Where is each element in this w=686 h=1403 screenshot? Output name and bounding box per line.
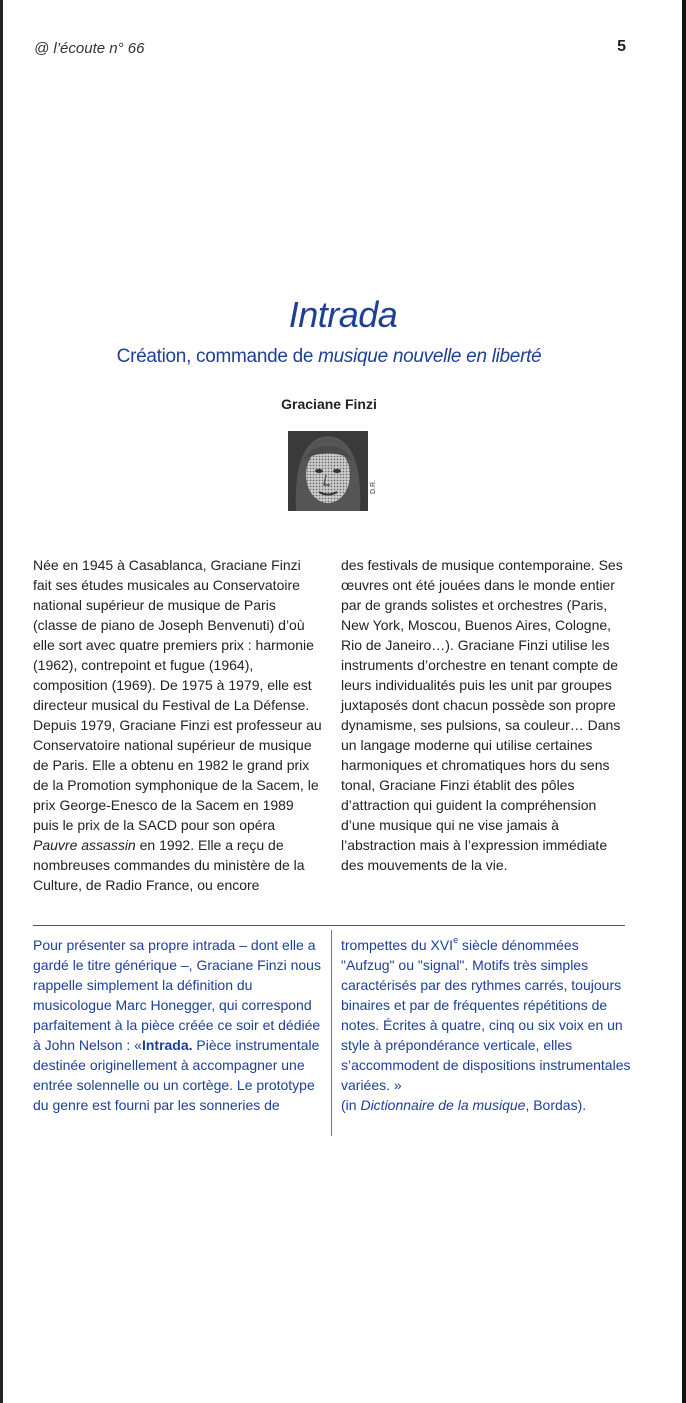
- bio-text-1: Née en 1945 à Casablanca, Graciane Finzi fait ses études musicales au Conservatoire national supérieur de musique de Paris (classe de piano de Joseph Benvenuti) d’où elle sort avec quatre premiers prix : harmonie (1962), contrepoint et fugue (1964), composition (1969). De 1975 à 1979, elle est directeur musical du Festival de La Défense. Depuis 1979, Graciane Finzi est professeur au Conservatoire national supérieur de musique de Paris. Elle a obtenu en 1982 le grand prix de la Promotion symphonique de la Sacem, le prix George-Enesco de la Sacem en 1989 puis le prix de la SACD pour son opéra: [33, 557, 322, 833]
- definition-right-column: [341, 935, 631, 1115]
- definition-intro: Pour présenter sa propre intrada – dont elle a gardé le titre générique –, Graciane Finzi nous rappelle simplement la définition du musicologue Marc Honegger, qui correspond parfaitement à la pièce créée ce soir et dédiée à John Nelson : «: [33, 937, 321, 1053]
- biography-paragraph-right: des festivals de musique contemporaine. Ses œuvres ont été jouées dans le monde entier par de grands solistes et orchestres (Paris, New York, Moscou, Buenos Aires, Cologne, Rio de Janeiro…). Graciane Finzi utilise les instruments d’orchestre en tenant compte de leurs individualités puis les unit par groupes juxtaposés dont chacun possède son propre dynamisme, ses pulsions, sa couleur… Dans un langage moderne qui utilise certaines harmoniques et chromatiques hors du sens tonal, Graciane Finzi établit des pôles d’attraction qui guident la compréhension d’une musique qui ne vise jamais à l’abstraction mais à l’expression immédiate des mouvements de la vie.: [341, 557, 623, 873]
- definition-left-column: [33, 935, 323, 1115]
- source-close: , Bordas).: [525, 1097, 587, 1113]
- article-title: Intrada: [288, 294, 398, 335]
- definition-paragraph-right: [341, 935, 631, 1115]
- century-superscript: e: [453, 935, 459, 945]
- page-number: 5: [617, 38, 626, 55]
- column-divider: [331, 930, 332, 1136]
- biography-paragraph-left: [33, 555, 323, 895]
- definition-text-1: Pièce instrumentale destinée originellement à accompagner une entrée solennelle ou un cortège. Le prototype du genre est fourni par les sonneries de: [33, 1037, 320, 1113]
- page-edge-right: [682, 0, 686, 1403]
- biography-right-column: [341, 555, 631, 875]
- bio-text-2: en 1992. Elle a reçu de nombreuses commandes du ministère de la Culture, de Radio France, ou encore: [33, 837, 305, 893]
- definition-text-3: siècle dénommées "Aufzug" ou "signal". Motifs très simples caractérisés par des rythmes carrés, toujours binaires et par de fréquentes répétitions de notes. Écrites à quatre, cinq ou six voix en un style à prépondérance verticale, elles s’accommodent de dispositions instrumentales variées. »: [341, 937, 631, 1093]
- portrait-image: [288, 431, 368, 511]
- publication-header: @ l’écoute n° 66: [34, 40, 145, 57]
- biography-left-column: [33, 555, 323, 895]
- section-divider: [33, 925, 625, 926]
- definition-paragraph-left: [33, 935, 323, 1115]
- source-open: (in: [341, 1097, 361, 1113]
- opera-title: Pauvre assassin: [33, 837, 136, 853]
- article-subtitle: [0, 346, 658, 368]
- article-author: Graciane Finzi: [281, 396, 377, 412]
- page-edge-left: [0, 0, 3, 1403]
- subtitle-text: Création, commande de: [116, 346, 319, 367]
- photo-credit: D.R.: [370, 480, 377, 494]
- subtitle-italic-text: musique nouvelle en liberté: [318, 346, 542, 367]
- source-title: Dictionnaire de la musique: [360, 1097, 526, 1113]
- definition-text-2: trompettes du XVI: [341, 937, 454, 953]
- definition-term: Intrada.: [141, 1037, 193, 1053]
- author-portrait: [288, 431, 368, 511]
